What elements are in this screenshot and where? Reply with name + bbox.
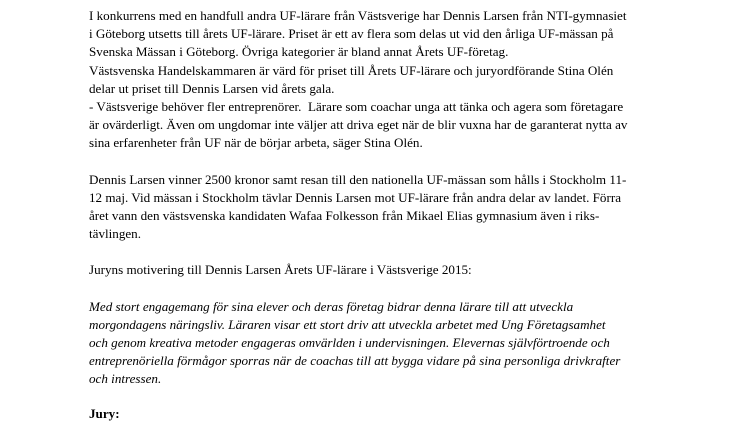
intro-paragraph (89, 7, 709, 153)
text-line: tävlingen. (89, 226, 141, 242)
quote-line: är ovärderligt. Även om ungdomar inte väljer att driva eget när de blir vuxna har de garanterat nytta av (89, 117, 628, 133)
motivation-line: och intressen. (89, 371, 162, 387)
text-line: Västsvenska Handelskammaren är värd för priset till Årets UF-lärare och juryordförande Stina Olén (89, 62, 614, 78)
document-page (89, 7, 709, 423)
jury-heading (89, 405, 709, 423)
motivation-line: morgondagens näringsliv. Läraren visar ett stort driv att utveckla arbetet med Ung Företagsamhet (89, 316, 606, 332)
text-line: Dennis Larsen vinner 2500 kronor samt resan till den nationella UF-mässan som hålls i Stockholm 11- (89, 171, 627, 187)
motivation-paragraph (89, 298, 709, 389)
quote-line: sina erfarenheter från UF när de börjar arbeta, säger Stina Olén. (89, 135, 423, 151)
quote-line: - Västsverige behöver fler entreprenörer. Lärare som coachar unga att tänka och agera som företagare (89, 99, 624, 115)
jury-heading-text: Jury: (89, 405, 120, 421)
text-line: Svenska Mässan i Göteborg. Övriga kategorier är bland annat Årets UF-företag. (89, 44, 509, 60)
motivation-line: entreprenöriella förmågor sporras när de coachas till att bygga vidare på sina personliga drivkrafter (89, 353, 621, 369)
text-line: året vann den västsvenska kandidaten Wafaa Folkesson från Mikael Elias gymnasium även i riks- (89, 208, 600, 224)
text-line: delar ut priset till Dennis Larsen vid årets gala. (89, 80, 335, 96)
motivation-heading-text: Juryns motivering till Dennis Larsen Årets UF-lärare i Västsverige 2015: (89, 262, 472, 278)
text-line: I konkurrens med en handfull andra UF-lärare från Västsverige har Dennis Larsen från NTI-gymnasiet (89, 8, 627, 23)
motivation-line: och genom kreativa metoder engageras omvärlden i undervisningen. Elevernas självförtroende och (89, 335, 610, 351)
text-line: 12 maj. Vid mässan i Stockholm tävlar Dennis Larsen mot UF-lärare från andra delar av landet. Förra (89, 189, 622, 205)
text-line: i Göteborg utsetts till årets UF-lärare. Priset är ett av flera som delas ut vid den årliga UF-mässan på (89, 26, 614, 42)
motivation-line: Med stort engagemang för sina elever och deras företag bidrar denna lärare till att utveckla (89, 298, 574, 314)
motivation-heading (89, 261, 709, 279)
prize-paragraph (89, 171, 709, 244)
